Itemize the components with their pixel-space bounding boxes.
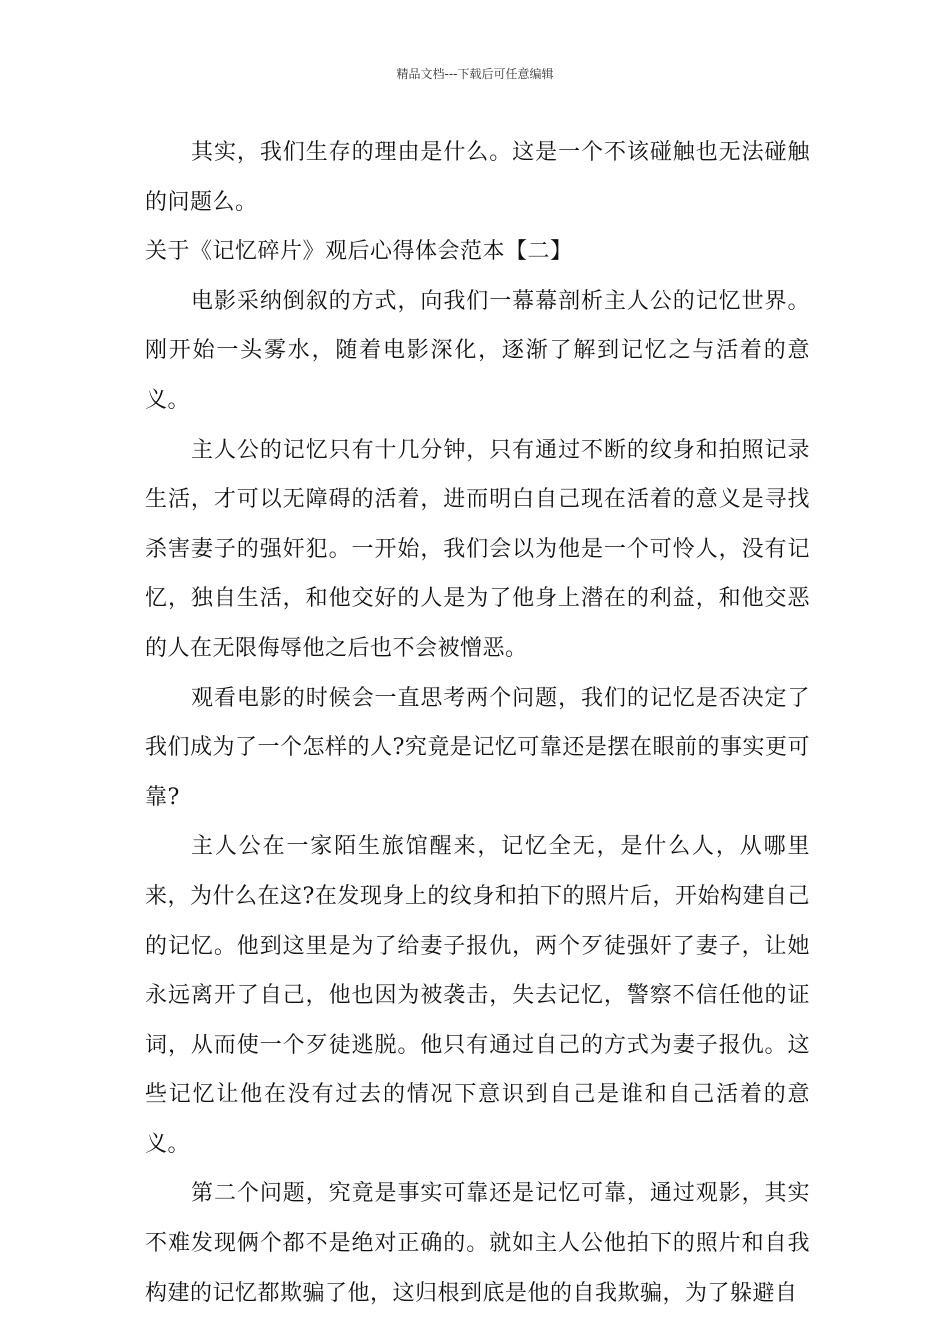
paragraph-1: 其实，我们生存的理由是什么。这是一个不该碰触也无法碰触的问题么。: [145, 140, 810, 215]
section-heading: 关于《记忆碎片》观后心得体会范本【二】: [145, 239, 573, 265]
paragraph-6: 第二个问题，究竟是事实可靠还是记忆可靠，通过观影，其实不难发现俩个都不是绝对正确的。就如主人公他拍下的照片和自我构建的记忆都欺骗了他，这归根到底是他的自我欺骗，为了躲避自: [145, 1181, 810, 1306]
paragraph-4: 观看电影的时候会一直思考两个问题，我们的记忆是否决定了我们成为了一个怎样的人?究竟是记忆可靠还是摆在眼前的事实更可靠?: [145, 685, 810, 810]
paragraph-5: 主人公在一家陌生旅馆醒来，记忆全无，是什么人，从哪里来，为什么在这?在发现身上的纹身和拍下的照片后，开始构建自己的记忆。他到这里是为了给妻子报仇，两个歹徒强奸了妻子，让她永远离开了自己，他也因为被袭击，失去记忆，警察不信任他的证词，从而使一个歹徒逃脱。他只有通过自己的方式为妻子报仇。这些记忆让他在没有过去的情况下意识到自己是谁和自己活着的意义。: [145, 834, 810, 1157]
paragraph-2: 电影采纳倒叙的方式，向我们一幕幕剖析主人公的记忆世界。刚开始一头雾水，随着电影深化，逐渐了解到记忆之与活着的意义。: [145, 288, 810, 413]
page-header: 精品文档---下载后可任意编辑: [396, 67, 554, 81]
paragraph-3: 主人公的记忆只有十几分钟，只有通过不断的纹身和拍照记录生活，才可以无障碍的活着，进而明白自己现在活着的意义是寻找杀害妻子的强奸犯。一开始，我们会以为他是一个可怜人，没有记忆，独自生活，和他交好的人是为了他身上潜在的利益，和他交恶的人在无限侮辱他之后也不会被憎恶。: [145, 437, 810, 661]
document-body: [145, 128, 810, 1318]
